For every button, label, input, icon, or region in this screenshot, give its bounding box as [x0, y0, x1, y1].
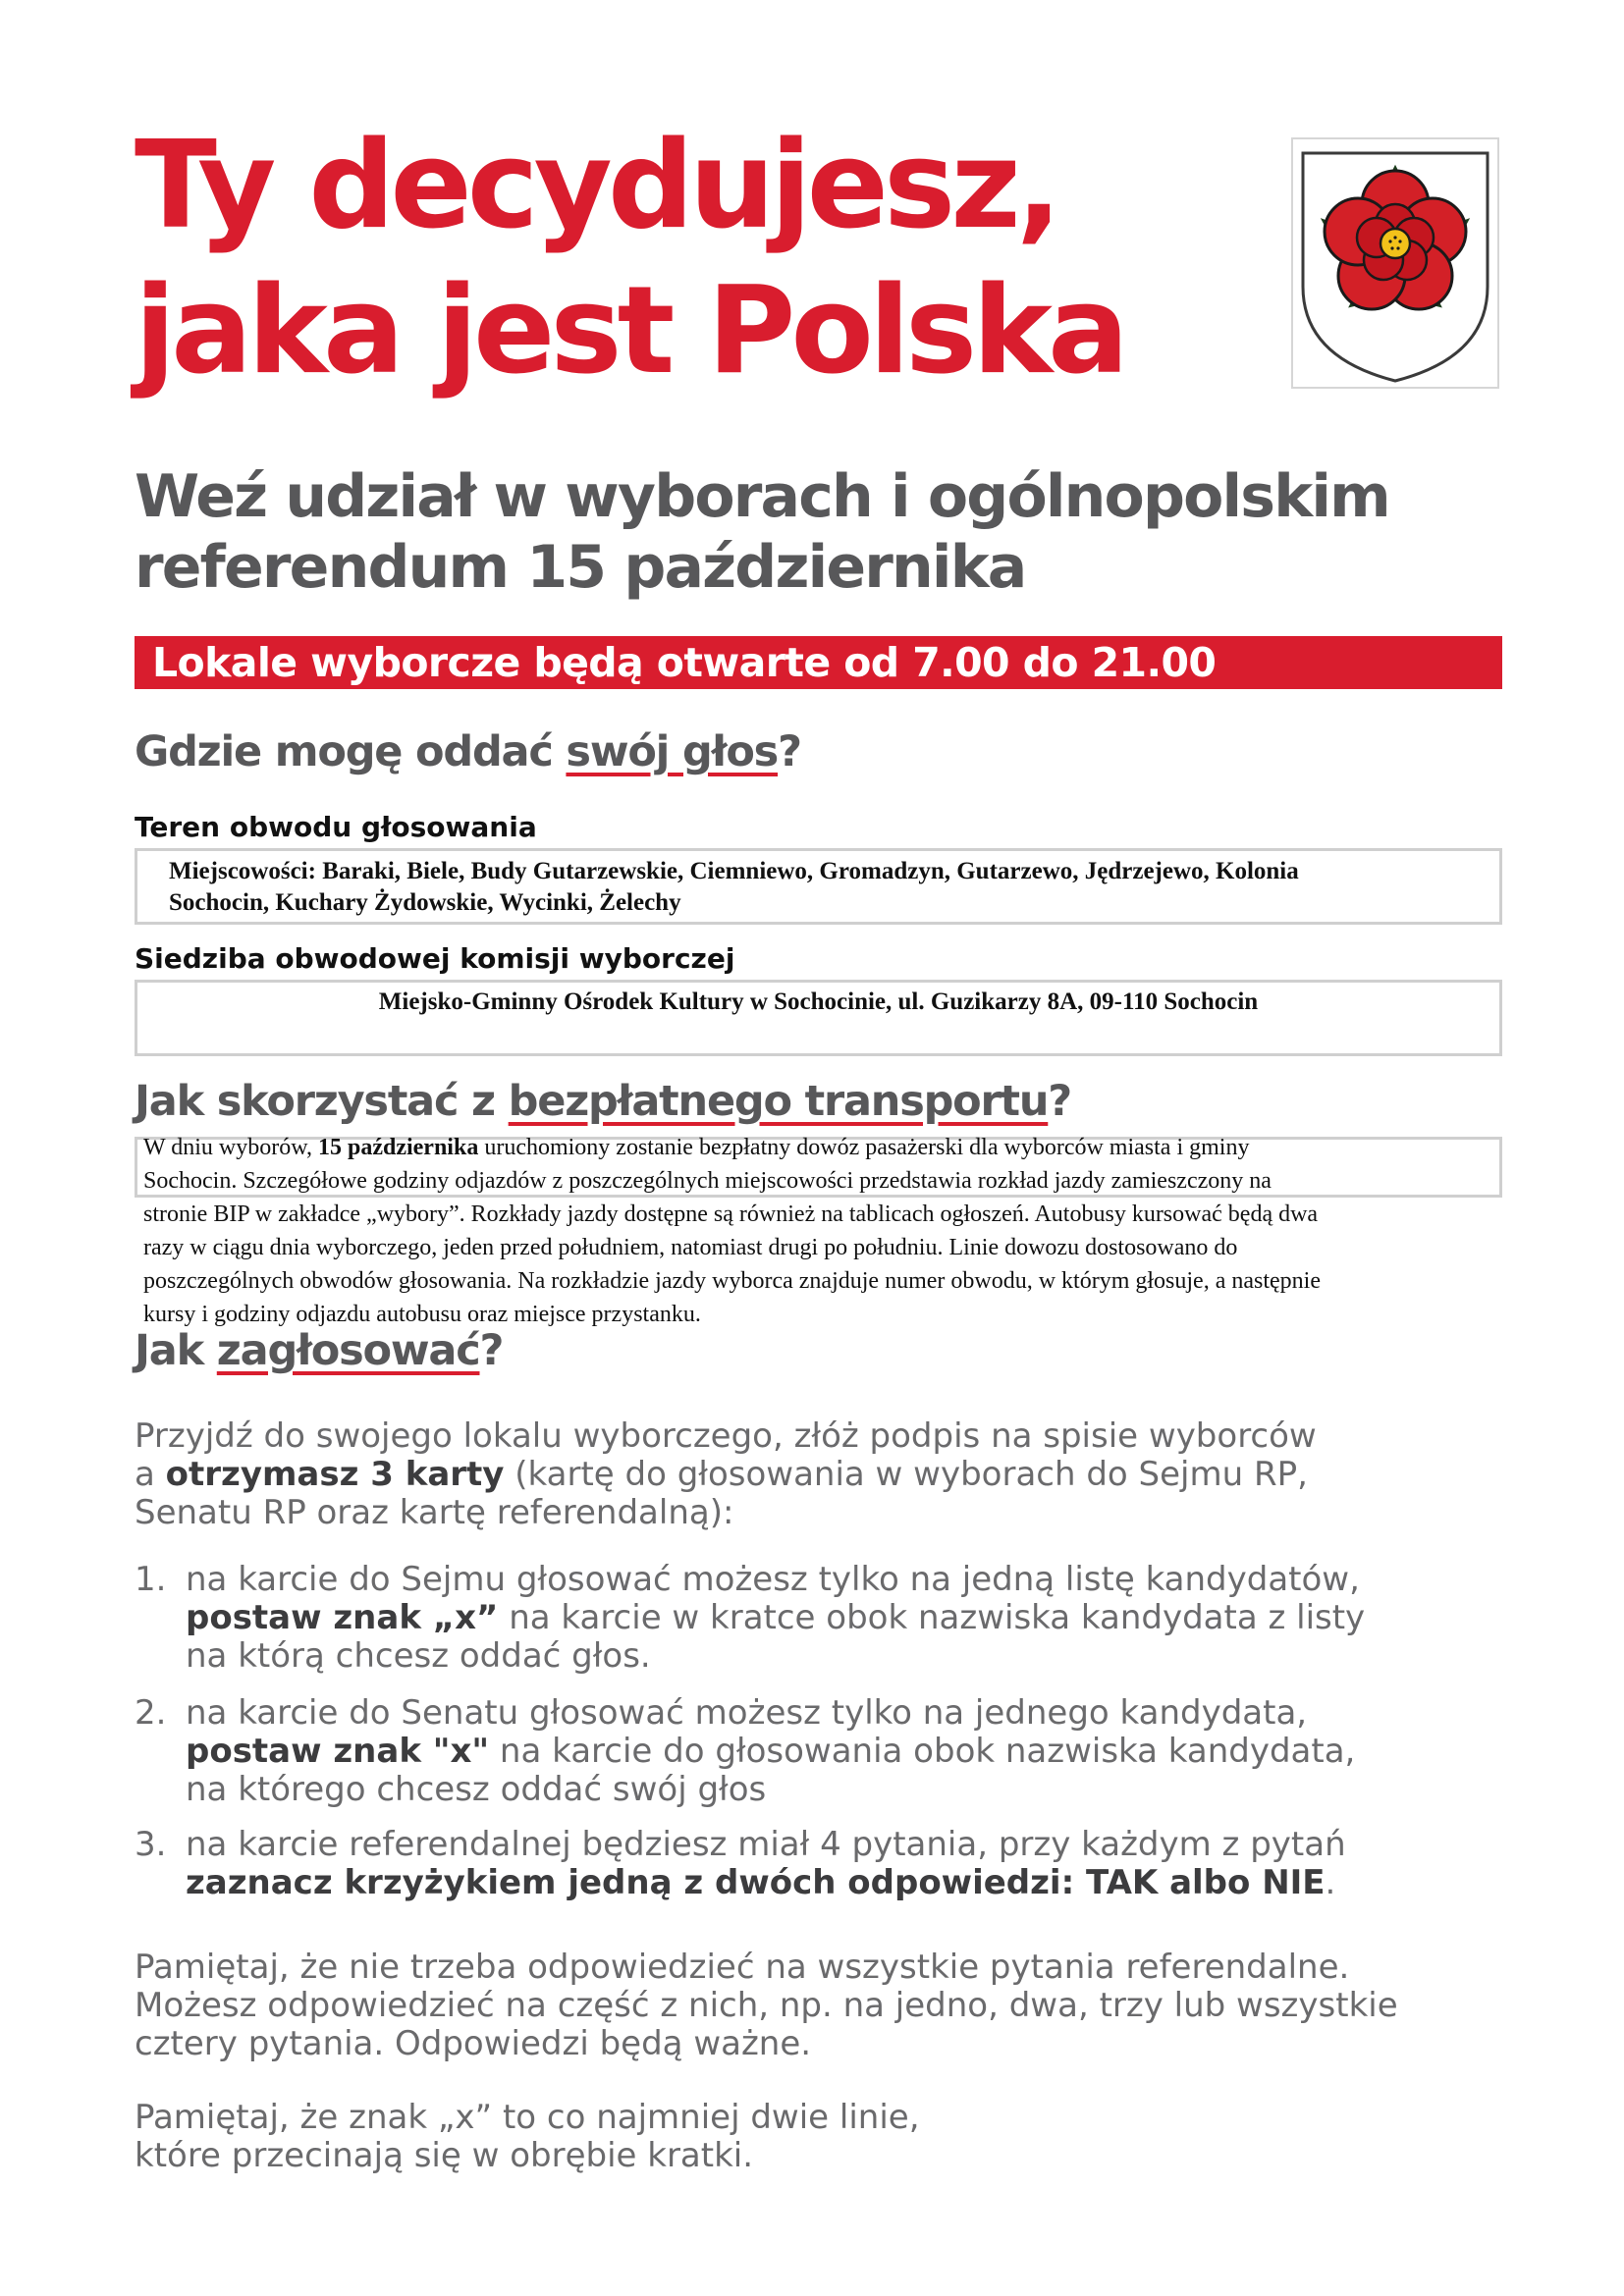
area-line-2: Sochocin, Kuchary Żydowskie, Wycinki, Żelechy: [169, 889, 681, 916]
list-item-bold: postaw znak "x": [186, 1732, 490, 1771]
seat-box: [135, 980, 1502, 1056]
note-x-mark: [135, 2099, 920, 2175]
area-line-1: Miejscowości: Baraki, Biele, Budy Gutarzewskie, Ciemniewo, Gromadzyn, Gutarzewo, Jędrzejewo, Kolonia: [169, 858, 1299, 884]
list-item-line: na którego chcesz oddać swój głos: [186, 1770, 767, 1809]
list-item-number: 2.: [135, 1693, 167, 1733]
note-optional-questions: [135, 1949, 1398, 2063]
transport-line-3: stronie BIP w zakładce „wybory”. Rozkłady jazdy dostępne są również na tablicach ogłoszeń. Autobusy kursować będą dwa: [143, 1201, 1319, 1227]
list-item-number: 1.: [135, 1560, 167, 1599]
list-item-line: na którą chcesz oddać głos.: [186, 1636, 651, 1676]
title-line-1: Ty decydujesz,: [135, 116, 1057, 256]
vote-intro: [135, 1417, 1317, 1532]
transport-line-2: Sochocin. Szczegółowe godziny odjazdów z poszczególnych miejscowości przedstawia rozkład jazdy zamieszczony na: [143, 1168, 1272, 1194]
list-item-line: [186, 1599, 1365, 1637]
area-box: [135, 848, 1502, 925]
note-line: Pamiętaj, że znak „x” to co najmniej dwie linie,: [135, 2098, 920, 2137]
vote-intro-line-2: [135, 1456, 1317, 1494]
list-item-text: [186, 1694, 1355, 1809]
note-line: Możesz odpowiedzieć na część z nich, np. na jedno, dwa, trzy lub wszystkie: [135, 1986, 1398, 2025]
note-line: Pamiętaj, że nie trzeba odpowiedzieć na wszystkie pytania referendalne.: [135, 1948, 1350, 1987]
vote-intro-bold: otrzymasz 3 karty: [165, 1455, 505, 1494]
list-item-line-post: .: [1325, 1863, 1336, 1902]
note-line: które przecinają się w obrębie kratki.: [135, 2136, 754, 2175]
vote-intro-line-2-pre: a: [135, 1455, 166, 1494]
transport-date: 15 października: [317, 1135, 479, 1160]
list-item-text: [186, 1826, 1346, 1902]
list-item-line: [186, 1733, 1355, 1771]
subtitle: [135, 461, 1529, 603]
transport-text: [143, 1131, 1518, 1331]
list-item-number: 3.: [135, 1825, 167, 1864]
transport-line-1-pre: W dniu wyborów,: [143, 1135, 318, 1160]
transport-line-1-post: uruchomiony zostanie bezpłatny dowóz pasażerski dla wyborców miasta i gminy: [478, 1135, 1250, 1160]
transport-heading-underlined: bezpłatnego transportu: [508, 1077, 1049, 1126]
list-item-line: na karcie do Sejmu głosować możesz tylko na jedną listę kandydatów,: [186, 1560, 1360, 1599]
seat-label: Siedziba obwodowej komisji wyborczej: [135, 942, 735, 975]
list-item-line-post: na karcie w kratce obok nazwiska kandydata z listy: [498, 1598, 1366, 1637]
transport-line-5: poszczególnych obwodów głosowania. Na rozkładzie jazdy wyborca znajduje numer obwodu, w którym głosuje, a następnie: [143, 1268, 1321, 1294]
subtitle-line-1: Weź udział w wyborach i ogólnopolskim: [135, 462, 1389, 531]
vote-intro-line-3: Senatu RP oraz kartę referendalną):: [135, 1493, 734, 1532]
opening-hours-banner: [135, 636, 1502, 689]
vote-heading-pre: Jak: [135, 1326, 217, 1375]
transport-line-1: [143, 1131, 1518, 1164]
vote-heading-underlined: zagłosować: [216, 1326, 480, 1375]
where-heading-pre: Gdzie mogę oddać: [135, 727, 567, 776]
transport-line-6: kursy i godziny odjazdu autobusu oraz miejsce przystanku.: [143, 1302, 701, 1327]
page-title: [135, 114, 1215, 404]
transport-line-4: razy w ciągu dnia wyborczego, jeden przed południem, natomiast drugi po południu. Linie dowozu dostosowano do: [143, 1235, 1238, 1260]
transport-heading-pre: Jak skorzystać z: [135, 1077, 509, 1126]
note-line: cztery pytania. Odpowiedzi będą ważne.: [135, 2024, 812, 2063]
vote-intro-line-2-post: (kartę do głosowania w wyborach do Sejmu RP,: [504, 1455, 1308, 1494]
vote-intro-line-1: Przyjdź do swojego lokalu wyborczego, złóż podpis na spisie wyborców: [135, 1416, 1317, 1456]
transport-heading: [135, 1076, 1071, 1127]
title-line-2: jaka jest Polska: [135, 261, 1125, 401]
list-item-bold: zaznacz krzyżykiem jedną z dwóch odpowiedzi: TAK albo NIE: [186, 1863, 1326, 1902]
list-item-line: na karcie referendalnej będziesz miał 4 pytania, przy każdym z pytań: [186, 1825, 1346, 1864]
list-item-line: [186, 1864, 1346, 1902]
where-heading: [135, 726, 801, 777]
vote-heading: [135, 1325, 503, 1376]
transport-heading-post: ?: [1048, 1077, 1072, 1126]
seat-text: Miejsko-Gminny Ośrodek Kultury w Sochocinie, ul. Guzikarzy 8A, 09-110 Sochocin: [378, 988, 1259, 1015]
area-label: Teren obwodu głosowania: [135, 811, 537, 843]
subtitle-line-2: referendum 15 października: [135, 533, 1026, 602]
coat-of-arms-icon: [1291, 137, 1499, 389]
list-item-line: na karcie do Senatu głosować możesz tylko na jednego kandydata,: [186, 1693, 1308, 1733]
list-item-bold: postaw znak „x”: [186, 1598, 499, 1637]
where-heading-post: ?: [778, 727, 801, 776]
opening-hours-text: Lokale wyborcze będą otwarte od 7.00 do 21.00: [152, 639, 1217, 686]
where-heading-underlined: swój głos: [566, 727, 779, 776]
area-text: [169, 856, 1475, 919]
vote-heading-post: ?: [479, 1326, 504, 1375]
list-item-text: [186, 1561, 1365, 1676]
list-item-line-post: na karcie do głosowania obok nazwiska kandydata,: [489, 1732, 1356, 1771]
